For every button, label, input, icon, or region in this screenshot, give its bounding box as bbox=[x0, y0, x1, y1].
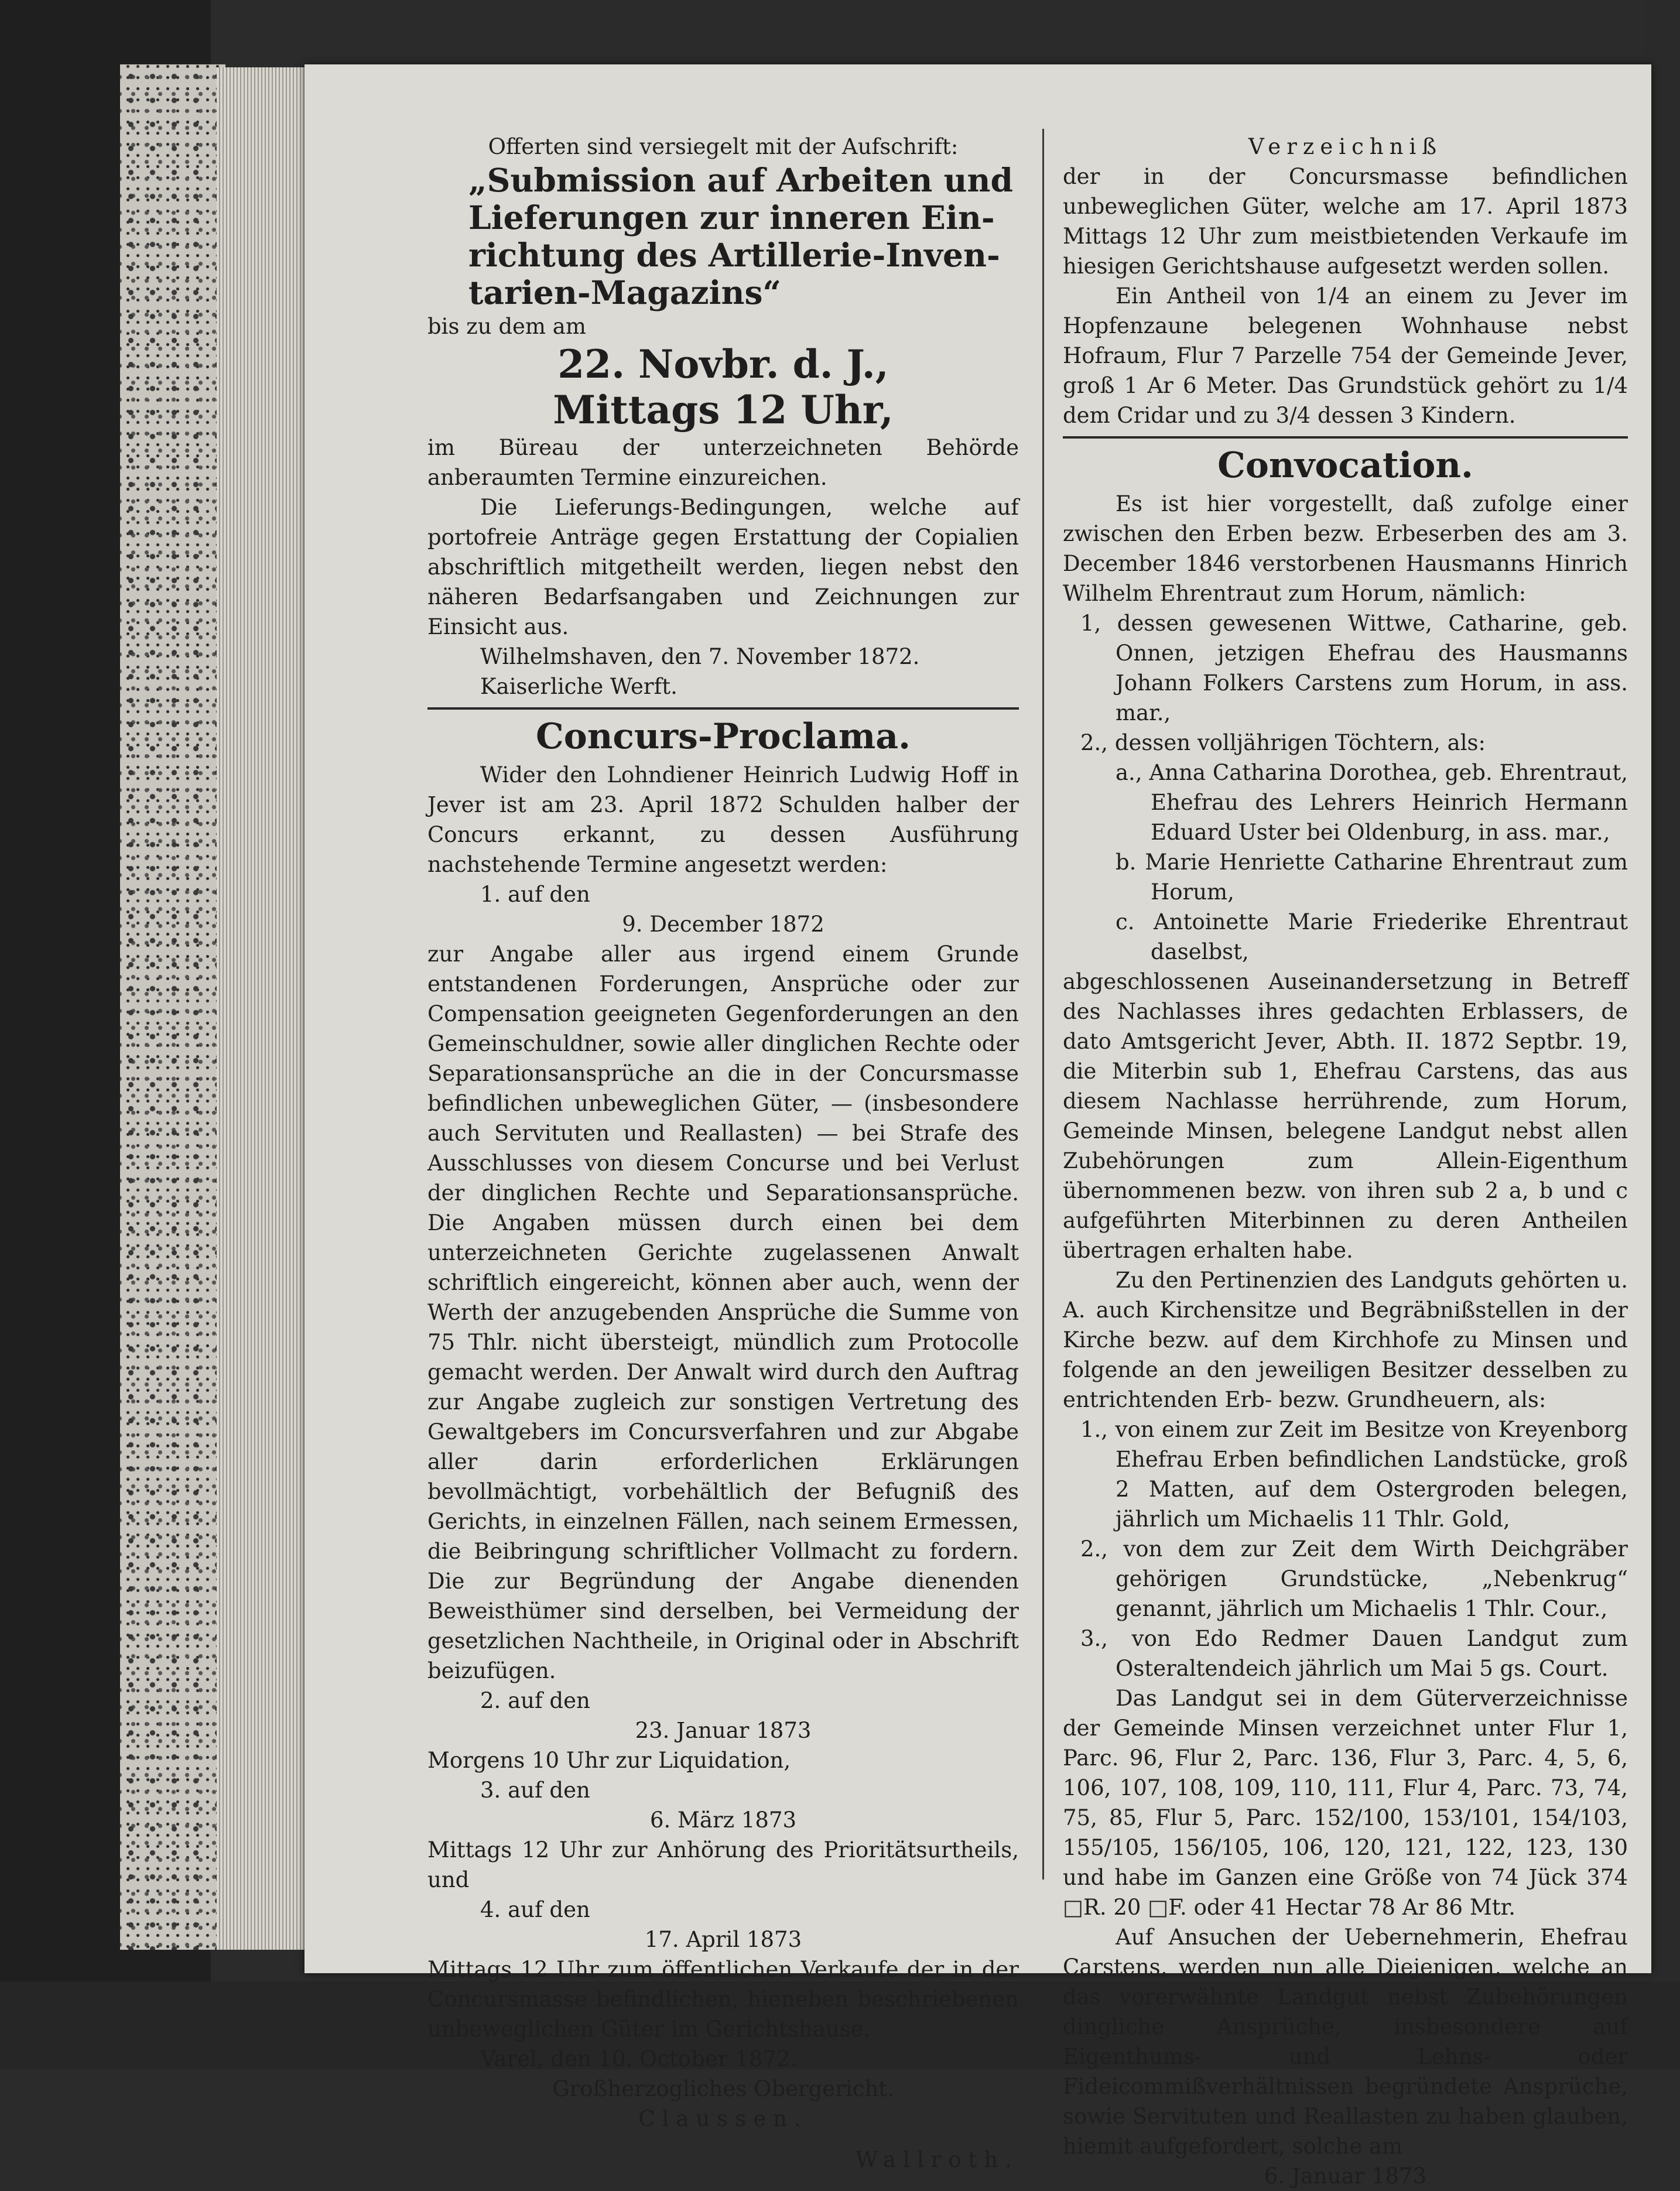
signature-wallroth: Wallroth. bbox=[856, 2147, 1019, 2172]
submission-heading bbox=[427, 162, 1019, 311]
settlement-text: abgeschlossenen Auseinandersetzung in Betreff des Nachlasses ihres gedachten Erblassers, de dato Amtsgericht Jever, Abth. II. 1872 Septbr. 19, die Miterbin sub 1, Ehefrau Carstens, das aus diesem Nachlasse herrührende, zum Horum, Gemeinde Minsen, belegene Landgut nebst allen Zubehörungen zum Allein-Eigenthum übernommenen bezw. von ihren sub 2 a, b und c aufgeführten Miterbinnen zu deren Antheilen übertragen erhalten habe. bbox=[1063, 969, 1628, 1263]
term-3-date: 6. März 1873 bbox=[649, 1807, 797, 1833]
page-stack-edges bbox=[217, 67, 310, 1950]
heir-2c: c. Antoinette Marie Friederike Ehrentraut daselbst, bbox=[1116, 909, 1628, 964]
term-2-date: 23. Januar 1873 bbox=[635, 1718, 812, 1743]
term-2-label: 2. auf den bbox=[480, 1688, 590, 1713]
submission-line: richtung des Artillerie-Inven- bbox=[468, 236, 1000, 274]
term-4-text: Mittags 12 Uhr zum öffentlichen Verkaufe der in der Concursmasse befindlichen, hieneben beschriebenen unbeweglichen Güter im Gerichtshause. bbox=[427, 1957, 1019, 2042]
court-place-date: Varel, den 10. October 1872. bbox=[480, 2046, 798, 2072]
left-column bbox=[427, 132, 1019, 2175]
signature-claussen: Claussen. bbox=[638, 2106, 808, 2131]
inventory-share: Ein Antheil von 1/4 an einem zu Jever im Hopfenzaune belegenen Wohnhause nebst Hofraum, Flur 7 Parzelle 754 der Gemeinde Jever, groß 1 Ar 6 Meter. Das Grundstück gehört zu 1/4 dem Cridar und zu 3/4 dessen 3 Kindern. bbox=[1063, 283, 1628, 428]
term-1-date: 9. December 1872 bbox=[622, 912, 824, 937]
heir-2a: a., Anna Catharina Dorothea, geb. Ehrentraut, Ehefrau des Lehrers Heinrich Hermann Eduard Uster bei Oldenburg, in ass. mar., bbox=[1116, 760, 1628, 845]
convocation-title: Convocation. bbox=[1217, 445, 1473, 486]
court-name: Großherzogliches Obergericht. bbox=[552, 2076, 894, 2101]
deadline-time: Mittags 12 Uhr, bbox=[553, 387, 894, 433]
ground-rent-3: 3., von Edo Redmer Dauen Landgut zum Osteraltendeich jährlich um Mai 5 gs. Court. bbox=[1080, 1626, 1628, 1681]
delivery-conditions: Die Lieferungs-Bedingungen, welche auf portofreie Anträge gegen Erstattung der Copialien abschriftlich mitgetheilt werden, liegen nebst den näheren Bedarfsangaben und Zeichnungen zur Einsicht aus. bbox=[427, 495, 1019, 639]
signature-rule bbox=[744, 2139, 1019, 2141]
issuing-authority: Kaiserliche Werft. bbox=[480, 674, 678, 699]
term-4-date: 17. April 1873 bbox=[644, 1927, 802, 1952]
section-rule bbox=[1063, 436, 1628, 439]
pertinents-text: Zu den Pertinenzien des Landguts gehörten u. A. auch Kirchensitze und Begräbnißstellen in der Kirche bezw. auf dem Kirchhofe zu Minsen und folgende an den jeweiligen Besitzer desselben zu entrichtenden Erb- bezw. Grundheuern, als: bbox=[1063, 1268, 1628, 1412]
section-rule bbox=[427, 707, 1019, 710]
submission-line: „Submission auf Arbeiten und bbox=[468, 161, 1013, 199]
convocation-intro: Es ist hier vorgestellt, daß zufolge einer zwischen den Erben bezw. Erbeserben des am 3. December 1846 verstorbenen Hausmanns Hinrich Wilhelm Ehrentraut zum Horum, nämlich: bbox=[1063, 491, 1628, 606]
term-4-label: 4. auf den bbox=[480, 1897, 590, 1922]
heir-1: 1, dessen gewesenen Wittwe, Catharine, geb. Onnen, jetzigen Ehefrau des Hausmanns Johann Folkers Carstens zum Horum, in ass. mar., bbox=[1080, 611, 1628, 725]
right-column bbox=[1063, 132, 1628, 2191]
inventory-title: Verzeichniß bbox=[1248, 134, 1443, 159]
summons-date: 6. Januar 1873 bbox=[1264, 2163, 1427, 2189]
inventory-text: der in der Concursmasse befindlichen unbeweglichen Güter, welche am 17. April 1873 Mittags 12 Uhr zum meistbietenden Verkaufe im hiesigen Gerichtshause aufgesetzt werden sollen. bbox=[1063, 164, 1628, 279]
proclama-title: Concurs-Proclama. bbox=[535, 716, 911, 757]
deadline-date: 22. Novbr. d. J., bbox=[557, 341, 889, 387]
term-2-text: Morgens 10 Uhr zur Liquidation, bbox=[427, 1748, 791, 1773]
heir-2: 2., dessen volljährigen Töchtern, als: bbox=[1080, 730, 1486, 755]
place-date: Wilhelmshaven, den 7. November 1872. bbox=[480, 644, 920, 669]
submission-line: tarien-Magazins“ bbox=[468, 273, 782, 311]
summons-text: Auf Ansuchen der Uebernehmerin, Ehefrau Carstens, werden nun alle Diejenigen, welche an das vorerwähnte Landgut nebst Zubehörungen dingliche Ansprüche, insbesondere auf Eigenthums- und Lehns- oder Fideicommißverhältnissen begründete Ansprüche, sowie Servituten und Reallasten zu haben glauben, hiemit aufgefordert, solche am bbox=[1063, 1925, 1628, 2159]
ground-rent-2: 2., von dem zur Zeit dem Wirth Deichgräber gehörigen Grundstücke, „Nebenkrug“ genannt, jährlich um Michaelis 1 Thlr. Cour., bbox=[1080, 1536, 1628, 1621]
term-1-label: 1. auf den bbox=[480, 882, 590, 907]
book-cover-edge bbox=[120, 64, 225, 1950]
term-3-label: 3. auf den bbox=[480, 1778, 590, 1803]
term-3-text: Mittags 12 Uhr zur Anhörung des Prioritätsurtheils, und bbox=[427, 1837, 1019, 1892]
deadline-intro: bis zu dem am bbox=[427, 314, 586, 339]
submission-line: Lieferungen zur inneren Ein- bbox=[468, 198, 995, 237]
office-text: im Büreau der unterzeichneten Behörde anberaumten Termine einzureichen. bbox=[427, 435, 1019, 490]
estate-parcels: Das Landgut sei in dem Güterverzeichnisse der Gemeinde Minsen verzeichnet unter Flur 1, Parc. 96, Flur 2, Parc. 136, Flur 3, Parc. 4, 5, 6, 106, 107, 108, 109, 110, 111, Flur 4, Parc. 73, 74, 75, 85, Flur 5, Parc. 152/100, 153/101, 154/103, 155/105, 156/105, 106, 120, 121, 122, 123, 130 und habe im Ganzen eine Größe von 74 Jück 374 □R. 20 □F. oder 41 Hectar 78 Ar 86 Mtr. bbox=[1063, 1686, 1628, 1920]
submission-intro: Offerten sind versiegelt mit der Aufschrift: bbox=[488, 134, 959, 159]
proclama-intro: Wider den Lohndiener Heinrich Ludwig Hoff in Jever ist am 23. April 1872 Schulden halber der Concurs erkannt, zu dessen Ausführung nachstehende Termine angesetzt werden: bbox=[427, 762, 1019, 877]
newspaper-page bbox=[304, 64, 1651, 2189]
term-1-text: zur Angabe aller aus irgend einem Grunde entstandenen Forderungen, Ansprüche oder zur Compensation geeigneten Gegenforderungen an den Gemeinschuldner, sowie aller dinglichen Rechte oder Separationsansprüche an die in der Concursmasse befindlichen unbeweglichen Güter, — (insbesondere auch Servituten und Reallasten) — bei Strafe des Ausschlusses von diesem Concurse und bei Verlust der dinglichen Rechte und Separationsansprüche. Die Angaben müssen durch einen bei dem unterzeichneten Gerichte zugelassenen Anwalt schriftlich eingereicht, können aber auch, wenn der Werth der anzugebenden Ansprüche die Summe von 75 Thlr. nicht übersteigt, mündlich zum Protocolle gemacht werden. Der Anwalt wird durch den Auftrag zur Angabe zugleich zur sonstigen Vertretung des Gewaltgebers im Concursverfahren und zur Abgabe aller darin erforderlichen Erklärungen bevollmächtigt, vorbehältlich der Befugniß des Gerichts, in einzelnen Fällen, nach seinem Ermessen, die Beibringung schriftlicher Vollmacht zu fordern. Die zur Begründung der Angabe dienenden Beweisthümer sind derselben, bei Vermeidung der gesetzlichen Nachtheile, in Original oder in Abschrift beizufügen. bbox=[427, 942, 1019, 1683]
column-divider bbox=[1042, 129, 1044, 1880]
ground-rent-1: 1., von einem zur Zeit im Besitze von Kreyenborg Ehefrau Erben befindlichen Landstücke, groß 2 Matten, auf dem Ostergroden belegen, jährlich um Michaelis 11 Thlr. Gold, bbox=[1080, 1417, 1628, 1532]
heir-2b: b. Marie Henriette Catharine Ehrentraut zum Horum, bbox=[1116, 850, 1628, 905]
